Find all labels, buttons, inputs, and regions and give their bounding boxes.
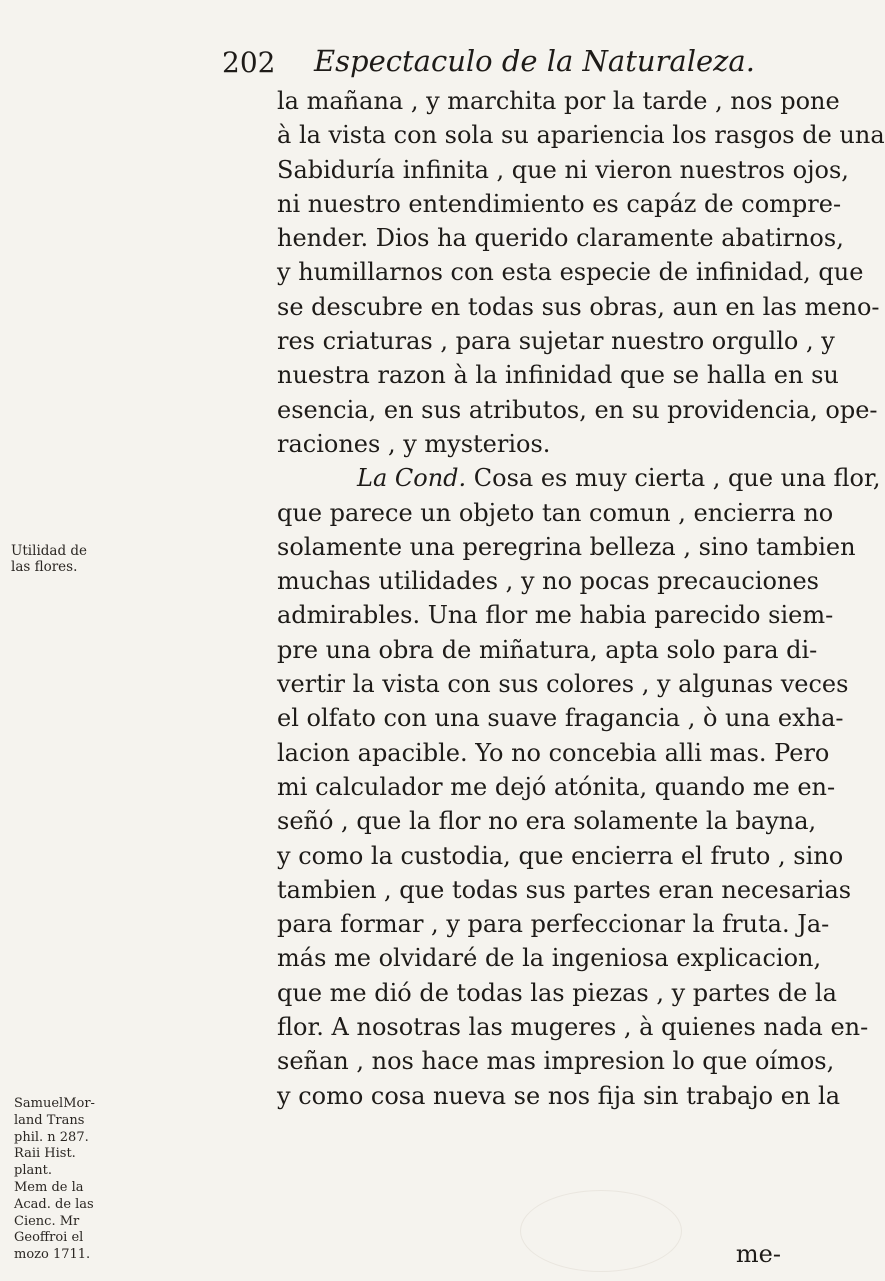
text-line: hender. Dios ha querido claramente abatirnos, — [277, 224, 844, 253]
margin-note-references — [14, 1096, 100, 1264]
margin-note-line: mozo 1711. — [14, 1247, 91, 1263]
text-line: se descubre en todas sus obras, aun en las meno- — [277, 292, 880, 321]
text-line: señan , nos hace mas impresion lo que oímos, — [277, 1047, 835, 1076]
margin-note-line: SamuelMor- — [14, 1096, 95, 1111]
margin-note-line: Mem de la — [14, 1179, 84, 1195]
text-line: admirables. Una flor me habia parecido siem- — [277, 601, 834, 630]
paper-stain — [520, 1190, 682, 1272]
margin-note-line: Cienc. Mr — [14, 1213, 80, 1229]
text-line: que me dió de todas las piezas , y partes de la — [277, 978, 837, 1007]
text-line: mi calculador me dejó atónita, quando me en- — [277, 772, 836, 801]
text-line: y como cosa nueva se nos fija sin trabajo en la — [277, 1081, 841, 1110]
text-line: la mañana , y marchita por la tarde , nos pone — [277, 87, 840, 115]
text-line: pre una obra de miñatura, apta solo para di- — [277, 635, 818, 664]
text-line: que parece un objeto tan comun , encierra no — [277, 498, 834, 527]
page-number: 202 — [222, 46, 276, 79]
text-line: res criaturas , para sujetar nuestro orgullo , y — [277, 327, 835, 356]
catchword: me- — [735, 1240, 781, 1268]
text-line: muchas utilidades , y no pocas precauciones — [277, 567, 819, 596]
text-line: más me olvidaré de la ingeniosa explicacion, — [277, 944, 822, 973]
page-header — [222, 40, 782, 80]
text-line: flor. A nosotras las mugeres , à quienes nada en- — [277, 1013, 869, 1042]
body-text — [277, 84, 885, 1113]
margin-note-line: phil. n 287. — [14, 1129, 89, 1145]
margin-note-line: Geoffroi el — [14, 1230, 84, 1246]
paragraph-start-line — [277, 461, 881, 495]
text-line: ni nuestro entendimiento es capáz de compre- — [277, 189, 842, 218]
text-line: nuestra razon à la infinidad que se halla en su — [277, 361, 839, 390]
text-line: esencia, en sus atributos, en su providencia, ope- — [277, 395, 878, 424]
text-line: señó , que la flor no era solamente la bayna, — [277, 807, 817, 836]
running-title: Espectaculo de la Naturaleza. — [314, 44, 755, 78]
margin-note-line: Raii Hist. — [14, 1146, 76, 1162]
speaker-name: La Cond. — [357, 464, 467, 493]
margin-note-line: Acad. de las — [14, 1196, 94, 1212]
margin-note-utilidad — [11, 543, 101, 575]
margin-note-line: land Trans — [14, 1112, 85, 1128]
text-line-continuation: Cosa es muy cierta , que una flor, — [466, 464, 881, 493]
text-line: lacion apacible. Yo no concebia alli mas. Pero — [277, 738, 830, 767]
text-line: Sabiduría infinita , que ni vieron nuestros ojos, — [277, 155, 849, 184]
margin-note-line: las flores. — [11, 559, 78, 575]
text-line: raciones , y mysterios. — [277, 429, 551, 458]
text-line: y humillarnos con esta especie de infinidad, que — [277, 258, 864, 287]
text-line: y como la custodia, que encierra el fruto , sino — [277, 841, 844, 870]
text-line: el olfato con una suave fragancia , ò una exha- — [277, 704, 844, 733]
margin-note-line: Utilidad de — [11, 543, 88, 559]
text-line: à la vista con sola su apariencia los rasgos de una — [277, 121, 885, 150]
text-line: para formar , y para perfeccionar la fruta. Ja- — [277, 910, 830, 939]
text-line: tambien , que todas sus partes eran necesarias — [277, 875, 852, 904]
text-line: vertir la vista con sus colores , y algunas veces — [277, 670, 849, 699]
margin-note-line: plant. — [14, 1163, 52, 1179]
text-line: solamente una peregrina belleza , sino tambien — [277, 532, 856, 561]
